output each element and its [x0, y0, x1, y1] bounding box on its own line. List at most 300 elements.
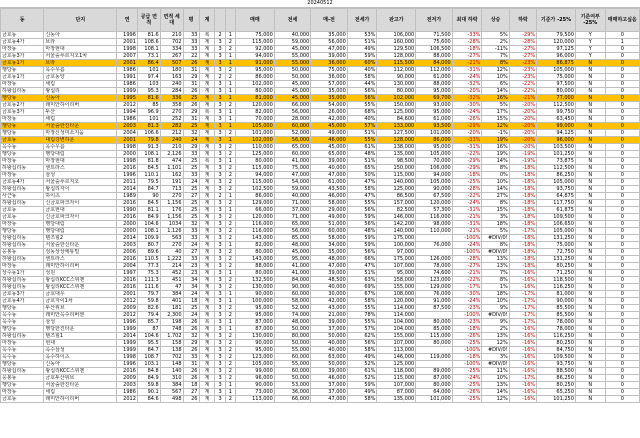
table-cell[interactable]: 59% [347, 53, 377, 60]
table-cell[interactable]: 85 [137, 102, 160, 109]
table-cell[interactable]: 왕십리KCC스위첸 [44, 284, 117, 291]
table-cell[interactable]: 84,750 [537, 347, 576, 354]
table-cell[interactable]: 39,000 [311, 53, 348, 60]
table-cell[interactable]: 150,000 [377, 165, 416, 172]
table-cell[interactable]: 210 [160, 32, 183, 39]
table-cell[interactable]: 행당동 [1, 123, 44, 130]
table-cell[interactable]: 162 [160, 172, 183, 179]
column-header[interactable]: 판고가 [377, 9, 416, 32]
table-cell[interactable]: 하왕십리동 [1, 333, 44, 340]
table-cell[interactable]: -17% [509, 319, 536, 326]
table-cell[interactable]: N [575, 396, 605, 403]
table-cell[interactable]: 127,500 [377, 130, 416, 137]
table-cell[interactable]: -17% [509, 305, 536, 312]
table-cell[interactable]: 334 [160, 46, 183, 53]
table-cell[interactable]: 하왕십리동 [1, 256, 44, 263]
table-cell[interactable]: 계 [199, 298, 215, 305]
table-cell[interactable]: 106,000 [416, 165, 453, 172]
column-header[interactable] [215, 9, 225, 32]
table-cell[interactable]: 3 [215, 207, 225, 214]
table-cell[interactable]: 계 [199, 389, 215, 396]
table-row[interactable] [1, 249, 640, 256]
table-cell[interactable]: 181 [160, 305, 183, 312]
table-cell[interactable]: -27% [509, 53, 536, 60]
table-cell[interactable]: 1 [225, 137, 235, 144]
table-cell[interactable]: 80,000 [236, 88, 275, 95]
table-cell[interactable]: 49% [347, 46, 377, 53]
table-cell[interactable]: 56,000 [274, 137, 311, 144]
table-cell[interactable]: 80,000 [236, 270, 275, 277]
table-row[interactable] [1, 102, 640, 109]
table-cell[interactable]: 3 [215, 361, 225, 368]
table-row[interactable] [1, 165, 640, 172]
table-cell[interactable]: 113,000 [236, 396, 275, 403]
table-cell[interactable]: 0 [605, 375, 639, 382]
table-cell[interactable]: 48% [347, 151, 377, 158]
table-cell[interactable]: 0 [605, 242, 639, 249]
table-cell[interactable]: 35,000 [311, 249, 348, 256]
table-cell[interactable]: 1986 [117, 116, 138, 123]
table-cell[interactable]: 123,000 [236, 354, 275, 361]
table-cell[interactable]: 50,000 [274, 375, 311, 382]
table-cell[interactable]: 47% [347, 263, 377, 270]
table-cell[interactable]: 계 [199, 375, 215, 382]
table-cell[interactable]: -23% [509, 60, 536, 67]
table-cell[interactable]: 128,000 [377, 53, 416, 60]
table-cell[interactable]: 81.6 [137, 32, 160, 39]
table-cell[interactable]: 2 [225, 354, 235, 361]
table-cell[interactable]: 48,000 [274, 319, 311, 326]
table-cell[interactable]: 157,000 [377, 200, 416, 207]
table-cell[interactable]: 0 [605, 116, 639, 123]
table-cell[interactable]: 계 [199, 305, 215, 312]
table-cell[interactable]: 71,500 [416, 32, 453, 39]
table-cell[interactable]: 삼성 [44, 172, 117, 179]
table-cell[interactable]: -18% [509, 186, 536, 193]
table-cell[interactable]: 45,000 [274, 249, 311, 256]
table-cell[interactable]: 102,000 [377, 95, 416, 102]
table-cell[interactable]: 2000 [117, 151, 138, 158]
table-cell[interactable]: 65,000 [311, 151, 348, 158]
table-cell[interactable]: 마장동 [1, 221, 44, 228]
table-cell[interactable]: N [575, 249, 605, 256]
table-cell[interactable]: N [575, 361, 605, 368]
table-row[interactable] [1, 312, 640, 319]
table-cell[interactable]: 2 [225, 200, 235, 207]
table-cell[interactable]: 60,000 [274, 123, 311, 130]
table-cell[interactable]: 34 [183, 277, 199, 284]
table-cell[interactable]: 1 [225, 326, 235, 333]
table-cell[interactable]: 86.4 [137, 60, 160, 67]
table-cell[interactable]: 3 [215, 305, 225, 312]
table-cell[interactable]: 하왕십리동 [1, 186, 44, 193]
table-cell[interactable]: 행당동 [1, 95, 44, 102]
table-cell[interactable]: N [575, 340, 605, 347]
table-cell[interactable]: 계 [199, 333, 215, 340]
table-cell[interactable]: 3 [215, 375, 225, 382]
table-cell[interactable]: 80,250 [537, 382, 576, 389]
table-cell[interactable]: 89,000 [416, 368, 453, 375]
table-cell[interactable]: 12% [482, 123, 509, 130]
table-cell[interactable]: 84.7 [137, 186, 160, 193]
table-cell[interactable]: 복 [199, 158, 215, 165]
table-cell[interactable]: 36,000 [311, 74, 348, 81]
table-cell[interactable]: 45,000 [274, 46, 311, 53]
table-cell[interactable]: 행당동 [1, 326, 44, 333]
table-cell[interactable]: 25 [183, 305, 199, 312]
table-cell[interactable]: 사근동 [1, 193, 44, 200]
table-cell[interactable]: 54,000 [274, 179, 311, 186]
table-cell[interactable]: 56% [347, 95, 377, 102]
table-cell[interactable]: 2 [225, 221, 235, 228]
table-cell[interactable]: 175,000 [377, 256, 416, 263]
table-cell[interactable]: 31 [183, 361, 199, 368]
table-cell[interactable]: 래미안옥수리버젠 [44, 312, 117, 319]
table-cell[interactable]: 125,000 [377, 361, 416, 368]
table-row[interactable] [1, 242, 640, 249]
table-cell[interactable]: 0 [605, 256, 639, 263]
table-cell[interactable]: 2 [225, 333, 235, 340]
table-cell[interactable]: 26 [183, 326, 199, 333]
table-cell[interactable]: 108.1 [137, 151, 160, 158]
table-cell[interactable]: 상수동1가 [1, 270, 44, 277]
table-cell[interactable]: -18% [509, 165, 536, 172]
table-cell[interactable]: 75.3 [137, 270, 160, 277]
table-cell[interactable]: 2 [225, 67, 235, 74]
table-cell[interactable]: 24 [183, 137, 199, 144]
table-cell[interactable]: 0 [605, 361, 639, 368]
table-cell[interactable]: 114,000 [377, 305, 416, 312]
table-cell[interactable]: -100% [452, 361, 482, 368]
table-cell[interactable]: 1998 [117, 144, 138, 151]
table-cell[interactable]: 52% [347, 361, 377, 368]
table-cell[interactable]: 44% [347, 81, 377, 88]
table-cell[interactable]: 451 [160, 277, 183, 284]
table-cell[interactable]: 0 [605, 74, 639, 81]
table-cell[interactable]: 3 [215, 95, 225, 102]
table-cell[interactable]: -33% [452, 32, 482, 39]
table-cell[interactable]: 0 [605, 165, 639, 172]
table-cell[interactable]: 하왕십리동 [1, 284, 44, 291]
table-cell[interactable]: 90 [137, 193, 160, 200]
table-cell[interactable]: N [575, 235, 605, 242]
table-cell[interactable]: 198 [160, 319, 183, 326]
table-cell[interactable]: 71,250 [537, 270, 576, 277]
table-cell[interactable]: 106.6 [137, 130, 160, 137]
table-cell[interactable]: 79.7 [137, 291, 160, 298]
table-cell[interactable]: 50,000 [311, 361, 348, 368]
table-cell[interactable]: 130,000 [236, 284, 275, 291]
table-cell[interactable]: 103.1 [137, 361, 160, 368]
table-cell[interactable]: 81.3 [137, 123, 160, 130]
table-cell[interactable]: 9% [482, 305, 509, 312]
table-cell[interactable]: 0 [605, 333, 639, 340]
table-cell[interactable]: 148 [160, 361, 183, 368]
table-cell[interactable]: -18% [509, 207, 536, 214]
table-cell[interactable]: 2 [225, 256, 235, 263]
table-cell[interactable]: 하왕십리동 [1, 88, 44, 95]
table-cell[interactable]: 90,000 [274, 284, 311, 291]
table-cell[interactable]: 행당동 [1, 130, 44, 137]
table-cell[interactable]: 116,000 [416, 214, 453, 221]
table-cell[interactable]: 80,000 [236, 158, 275, 165]
table-cell[interactable]: 3 [215, 228, 225, 235]
table-cell[interactable]: 80,000 [416, 382, 453, 389]
table-cell[interactable]: 2000 [117, 221, 138, 228]
table-cell[interactable]: 51% [347, 130, 377, 137]
table-cell[interactable]: 1 [225, 382, 235, 389]
table-cell[interactable]: 84.8 [137, 368, 160, 375]
table-cell[interactable]: 49,000 [311, 130, 348, 137]
table-cell[interactable]: 25 [183, 207, 199, 214]
table-cell[interactable]: 37,000 [311, 389, 348, 396]
table-cell[interactable]: 702 [160, 39, 183, 46]
table-cell[interactable]: 43,500 [311, 186, 348, 193]
table-cell[interactable]: 498 [160, 396, 183, 403]
table-cell[interactable]: 85,000 [416, 326, 453, 333]
table-cell[interactable]: 35,000 [311, 88, 348, 95]
table-cell[interactable]: #DIV/0! [482, 312, 509, 319]
table-cell[interactable]: 125,000 [377, 186, 416, 193]
column-header[interactable]: 상승 [482, 9, 509, 32]
table-cell[interactable]: 93,000 [416, 102, 453, 109]
table-cell[interactable]: 384 [160, 291, 183, 298]
table-cell[interactable]: 129,500 [377, 46, 416, 53]
table-cell[interactable]: 96,000 [537, 137, 576, 144]
column-header[interactable]: 공급 면적 [137, 9, 160, 32]
table-cell[interactable]: 84.9 [137, 214, 160, 221]
table-cell[interactable]: 0 [605, 249, 639, 256]
table-cell[interactable]: 84.5 [137, 165, 160, 172]
table-cell[interactable]: 금호동 [1, 207, 44, 214]
table-cell[interactable]: N [575, 67, 605, 74]
table-cell[interactable]: 14% [482, 88, 509, 95]
table-cell[interactable]: 108,000 [377, 291, 416, 298]
table-cell[interactable]: 64,875 [537, 193, 576, 200]
table-cell[interactable]: 계 [199, 53, 215, 60]
table-cell[interactable]: 3 [215, 102, 225, 109]
table-cell[interactable]: 101,000 [236, 130, 275, 137]
table-cell[interactable]: 85.7 [137, 319, 160, 326]
table-cell[interactable]: -20% [509, 130, 536, 137]
table-cell[interactable]: 금호동4가 [1, 39, 44, 46]
table-cell[interactable]: 2 [225, 340, 235, 347]
table-cell[interactable]: -23% [509, 74, 536, 81]
table-cell[interactable]: 50,000 [274, 74, 311, 81]
table-cell[interactable]: 1,126 [160, 228, 183, 235]
table-cell[interactable]: 61,875 [537, 207, 576, 214]
table-cell[interactable]: 91,000 [416, 298, 453, 305]
table-cell[interactable]: 래미안하이리버 [44, 102, 117, 109]
table-cell[interactable]: 57% [347, 123, 377, 130]
table-cell[interactable]: 108.7 [137, 354, 160, 361]
table-cell[interactable]: 0 [605, 53, 639, 60]
table-cell[interactable]: 140 [160, 368, 183, 375]
table-cell[interactable]: 59,000 [274, 39, 311, 46]
table-cell[interactable]: 2 [225, 130, 235, 137]
table-cell[interactable]: 두산 [44, 109, 117, 116]
table-cell[interactable]: 47,000 [274, 172, 311, 179]
table-cell[interactable]: 47,000 [311, 172, 348, 179]
table-cell[interactable]: 2012 [117, 102, 138, 109]
table-cell[interactable]: 103,500 [537, 144, 576, 151]
table-cell[interactable]: -29% [452, 123, 482, 130]
table-row[interactable] [1, 368, 640, 375]
table-cell[interactable]: 8% [482, 277, 509, 284]
table-cell[interactable]: 브라 [44, 60, 117, 67]
table-cell[interactable]: -28% [452, 39, 482, 46]
table-cell[interactable]: 25 [183, 158, 199, 165]
table-cell[interactable]: -31% [452, 144, 482, 151]
table-cell[interactable]: 42,000 [311, 116, 348, 123]
table-cell[interactable]: 66,000 [274, 102, 311, 109]
table-cell[interactable]: 33 [183, 235, 199, 242]
table-cell[interactable]: 80,250 [537, 263, 576, 270]
table-cell[interactable]: 105,000 [236, 123, 275, 130]
table-cell[interactable]: 86,000 [236, 193, 275, 200]
table-cell[interactable]: 2009 [117, 305, 138, 312]
table-cell[interactable]: 1999 [117, 88, 138, 95]
table-cell[interactable]: N [575, 123, 605, 130]
table-cell[interactable]: 45,000 [311, 123, 348, 130]
table-cell[interactable]: 39,000 [311, 368, 348, 375]
table-cell[interactable]: 3 [215, 340, 225, 347]
table-row[interactable] [1, 137, 640, 144]
table-row[interactable] [1, 179, 640, 186]
table-cell[interactable]: 143,000 [236, 256, 275, 263]
table-cell[interactable]: 59,000 [274, 186, 311, 193]
table-cell[interactable]: 계 [199, 354, 215, 361]
table-cell[interactable]: 56% [347, 249, 377, 256]
table-row[interactable] [1, 116, 640, 123]
table-cell[interactable]: 101,000 [416, 130, 453, 137]
table-cell[interactable]: 0 [605, 172, 639, 179]
table-cell[interactable]: N [575, 319, 605, 326]
table-cell[interactable]: 금호동 [1, 396, 44, 403]
table-cell[interactable]: 111.3 [137, 277, 160, 284]
table-cell[interactable]: 120,000 [416, 200, 453, 207]
table-cell[interactable]: 10% [482, 74, 509, 81]
table-cell[interactable]: 25 [183, 186, 199, 193]
table-cell[interactable]: 18 [183, 298, 199, 305]
table-cell[interactable]: 97,500 [537, 81, 576, 88]
table-cell[interactable]: 금호동 [1, 137, 44, 144]
table-cell[interactable]: 180 [160, 67, 183, 74]
table-cell[interactable]: 계 [199, 396, 215, 403]
table-cell[interactable]: 24 [183, 291, 199, 298]
table-cell[interactable]: 왕십리KCC스위첸 [44, 277, 117, 284]
table-row[interactable] [1, 214, 640, 221]
table-cell[interactable]: 계 [199, 270, 215, 277]
table-cell[interactable]: 1 [225, 95, 235, 102]
table-cell[interactable]: 하왕십리동 [1, 200, 44, 207]
table-cell[interactable]: 58,000 [311, 235, 348, 242]
table-cell[interactable]: 3 [215, 214, 225, 221]
table-cell[interactable]: 3 [215, 158, 225, 165]
table-row[interactable] [1, 277, 640, 284]
table-cell[interactable]: 계 [199, 221, 215, 228]
table-cell[interactable]: 55% [347, 137, 377, 144]
table-row[interactable] [1, 130, 640, 137]
table-row[interactable] [1, 95, 640, 102]
table-cell[interactable]: 93,500 [416, 123, 453, 130]
table-cell[interactable]: -20% [509, 123, 536, 130]
table-cell[interactable]: 2004 [117, 130, 138, 137]
table-cell[interactable]: 39,000 [311, 158, 348, 165]
table-cell[interactable]: 86,500 [377, 193, 416, 200]
table-cell[interactable]: 56% [347, 221, 377, 228]
table-cell[interactable]: 61,000 [311, 179, 348, 186]
table-cell[interactable]: 110.1 [137, 172, 160, 179]
table-cell[interactable]: 748 [160, 326, 183, 333]
table-cell[interactable]: 53% [347, 32, 377, 39]
table-cell[interactable]: 81.8 [137, 158, 160, 165]
table-cell[interactable]: 0 [605, 277, 639, 284]
table-cell[interactable]: -20% [452, 130, 482, 137]
table-cell[interactable]: 212 [160, 130, 183, 137]
table-cell[interactable]: 310 [160, 375, 183, 382]
table-cell[interactable]: 90,000 [377, 74, 416, 81]
table-cell[interactable]: 1 [225, 158, 235, 165]
table-cell[interactable]: 1995 [117, 95, 138, 102]
table-cell[interactable]: 0 [605, 263, 639, 270]
table-cell[interactable]: 계 [199, 277, 215, 284]
table-cell[interactable]: 46,000 [311, 375, 348, 382]
table-cell[interactable]: 텐즈힐1 [44, 333, 117, 340]
table-cell[interactable]: 58% [347, 74, 377, 81]
table-cell[interactable]: 95,000 [236, 347, 275, 354]
table-cell[interactable]: -24% [452, 375, 482, 382]
table-cell[interactable]: 108.6 [137, 39, 160, 46]
table-cell[interactable]: -26% [452, 116, 482, 123]
table-cell[interactable]: 금호자이1차 [44, 298, 117, 305]
table-cell[interactable]: 65% [347, 165, 377, 172]
table-cell[interactable]: 35,000 [311, 95, 348, 102]
table-cell[interactable]: N [575, 221, 605, 228]
table-cell[interactable]: 116,000 [236, 221, 275, 228]
table-cell[interactable]: 135,000 [377, 151, 416, 158]
table-cell[interactable]: 129,000 [416, 284, 453, 291]
table-cell[interactable]: 34 [183, 284, 199, 291]
table-row[interactable] [1, 67, 640, 74]
table-cell[interactable]: 40,000 [311, 347, 348, 354]
table-cell[interactable]: 1998 [117, 354, 138, 361]
table-cell[interactable]: 금호동 [1, 214, 44, 221]
table-cell[interactable]: -24% [452, 298, 482, 305]
table-cell[interactable]: 113,000 [377, 347, 416, 354]
table-cell[interactable]: 행당동 [1, 228, 44, 235]
table-cell[interactable]: 82,000 [236, 242, 275, 249]
table-cell[interactable]: N [575, 130, 605, 137]
table-cell[interactable]: 계 [199, 81, 215, 88]
table-cell[interactable]: -21% [452, 228, 482, 235]
table-cell[interactable]: 106,500 [416, 46, 453, 53]
table-cell[interactable]: 91,000 [236, 60, 275, 67]
table-cell[interactable]: 10% [482, 179, 509, 186]
table-cell[interactable]: 0 [605, 102, 639, 109]
table-cell[interactable]: 567 [160, 389, 183, 396]
table-cell[interactable]: 63,450 [537, 116, 576, 123]
table-cell[interactable]: 105,000 [416, 151, 453, 158]
table-cell[interactable] [416, 312, 453, 319]
table-cell[interactable]: 0 [605, 158, 639, 165]
table-cell[interactable]: 2 [225, 277, 235, 284]
table-cell[interactable]: 112,500 [537, 102, 576, 109]
table-cell[interactable]: 32 [183, 333, 199, 340]
table-cell[interactable]: -16% [509, 326, 536, 333]
table-cell[interactable]: -21% [509, 95, 536, 102]
table-cell[interactable]: 0 [605, 347, 639, 354]
